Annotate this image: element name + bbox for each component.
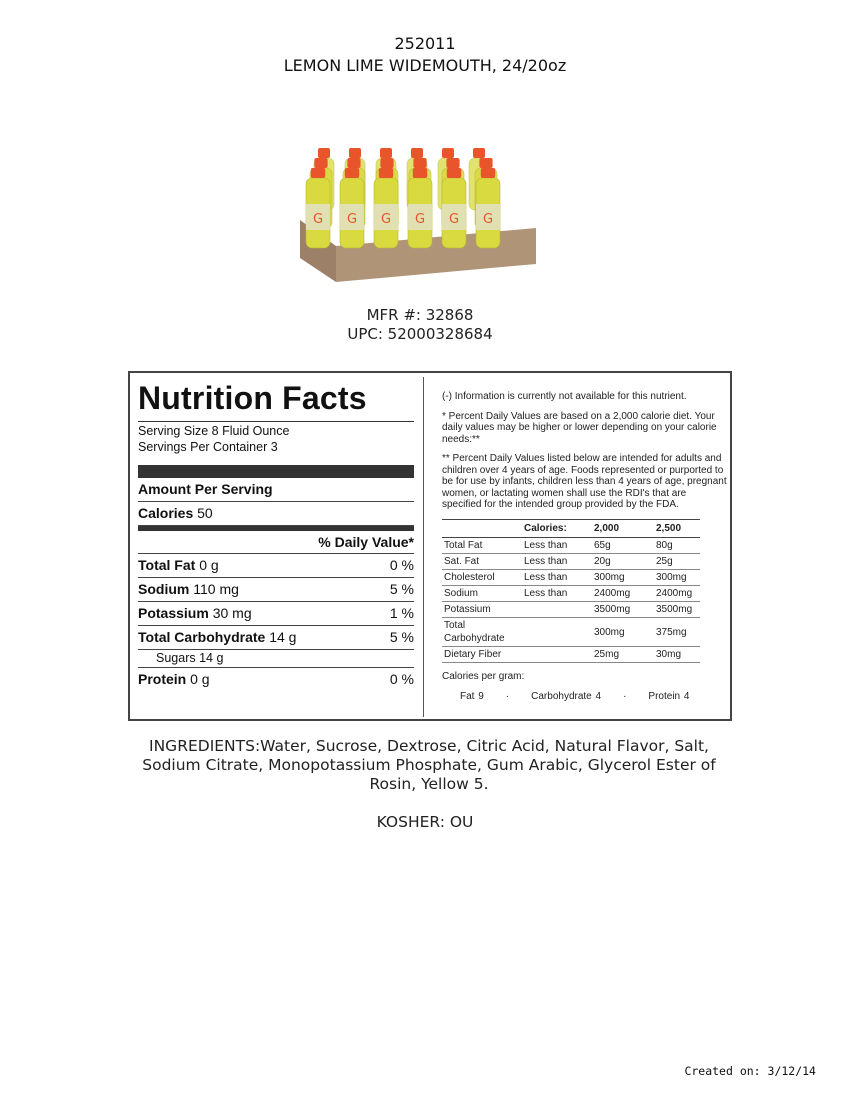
nutrition-panel	[128, 371, 732, 721]
bottle-cap	[447, 168, 461, 178]
fat-per-gram: Fat 9	[460, 690, 484, 702]
nutrient-row-potassium: Potassium 30 mg 1 %	[138, 602, 414, 626]
g-logo-icon: G	[414, 212, 426, 227]
g-logo-icon: G	[380, 212, 392, 227]
g-logo-icon: G	[346, 212, 358, 227]
bottle-cap	[411, 148, 423, 158]
carton-front	[336, 228, 536, 282]
percent-dv-note: * Percent Daily Values are based on a 2,000 calorie diet. Your daily values may be higher or lower depending on your calorie needs:**	[442, 410, 717, 445]
table-row: Cholesterol Less than 300mg 300mg	[442, 570, 700, 586]
bottle-cap	[380, 158, 393, 168]
bottle-cap	[311, 168, 325, 178]
table-row: Sat. Fat Less than 20g 25g	[442, 554, 700, 570]
carb-per-gram: Carbohydrate 4	[531, 690, 602, 702]
item-description: LEMON LIME WIDEMOUTH, 24/20oz	[283, 56, 567, 75]
table-row: Sodium Less than 2400mg 2400mg	[442, 586, 700, 602]
nutrient-row-total-carbohydrate: Total Carbohydrate 14 g 5 %	[138, 626, 414, 650]
daily-value-table	[442, 519, 700, 664]
daily-value-notes	[442, 391, 727, 702]
nutrient-row-sugars: Sugars 14 g	[138, 650, 414, 668]
created-date: Created on: 3/12/14	[684, 1064, 816, 1078]
table-row: Potassium 3500mg 3500mg	[442, 602, 700, 618]
mfr-number: MFR #: 32868	[366, 306, 474, 324]
not-available-note: (-) Information is currently not available for this nutrient.	[442, 391, 687, 402]
kosher-certification: KOSHER: OU	[376, 813, 474, 831]
protein-per-gram: Protein 4	[648, 690, 690, 702]
bottle-cap	[473, 148, 485, 158]
item-number: 252011	[394, 34, 456, 53]
nutrient-row-total-fat: Total Fat 0 g 0 %	[138, 554, 414, 578]
bottle-cap	[318, 148, 330, 158]
nutrition-facts-title: Nutrition Facts	[138, 379, 414, 422]
dv-table-header: Calories: 2,000 2,500	[442, 519, 700, 538]
bottle-cap	[413, 168, 427, 178]
bottle-cap	[349, 148, 361, 158]
separator: ·	[505, 690, 510, 702]
table-row: Total Fat Less than 65g 80g	[442, 538, 700, 554]
bottle-cap	[380, 148, 392, 158]
bottle-case-image	[296, 136, 540, 282]
amount-per-serving: Amount Per Serving	[138, 478, 414, 502]
daily-value-header: % Daily Value*	[138, 531, 414, 554]
servings-per-container: Servings Per Container 3	[138, 440, 278, 454]
bottle-cap	[314, 158, 327, 168]
adults-note: ** Percent Daily Values listed below are intended for adults and children over 4 years of age. Foods represented or purported to be for use by infants, children less than 4 years of age, pregnant women, or lactating women shall use the RDI's that are specified for the intended group provided by the FDA.	[442, 453, 727, 510]
bottle-cap	[413, 158, 426, 168]
calories-per-gram-label: Calories per gram:	[442, 671, 525, 682]
g-logo-icon: G	[448, 212, 460, 227]
nutrition-facts-label	[138, 375, 414, 691]
table-row: Total Carbohydrate 300mg 375mg	[442, 618, 700, 647]
thick-divider	[138, 465, 414, 478]
bottle-cap	[479, 158, 492, 168]
bottle-cap	[481, 168, 495, 178]
bottle-cap	[345, 168, 359, 178]
nutrient-row-protein: Protein 0 g 0 %	[138, 671, 414, 687]
bottle-cap	[442, 148, 454, 158]
bottle-cap	[347, 158, 360, 168]
panel-divider	[423, 377, 424, 717]
table-row: Dietary Fiber 25mg 30mg	[442, 647, 700, 663]
calories-per-gram-values	[442, 691, 727, 703]
calories-row: Calories 50	[138, 502, 414, 526]
bottle-cap	[446, 158, 459, 168]
ingredients-text: INGREDIENTS:Water, Sucrose, Dextrose, Citric Acid, Natural Flavor, Salt, Sodium Citrate, Monopotassium Phosphate, Gum Arabic, Glycerol Ester of Rosin, Yellow 5.	[142, 737, 716, 793]
bottle-cap	[379, 168, 393, 178]
nutrient-row-sodium: Sodium 110 mg 5 %	[138, 578, 414, 602]
serving-size: Serving Size 8 Fluid Ounce	[138, 424, 290, 438]
g-logo-icon: G	[312, 212, 324, 227]
g-logo-icon: G	[482, 212, 494, 227]
upc-code: UPC: 52000328684	[347, 325, 493, 343]
separator: ·	[623, 690, 627, 702]
